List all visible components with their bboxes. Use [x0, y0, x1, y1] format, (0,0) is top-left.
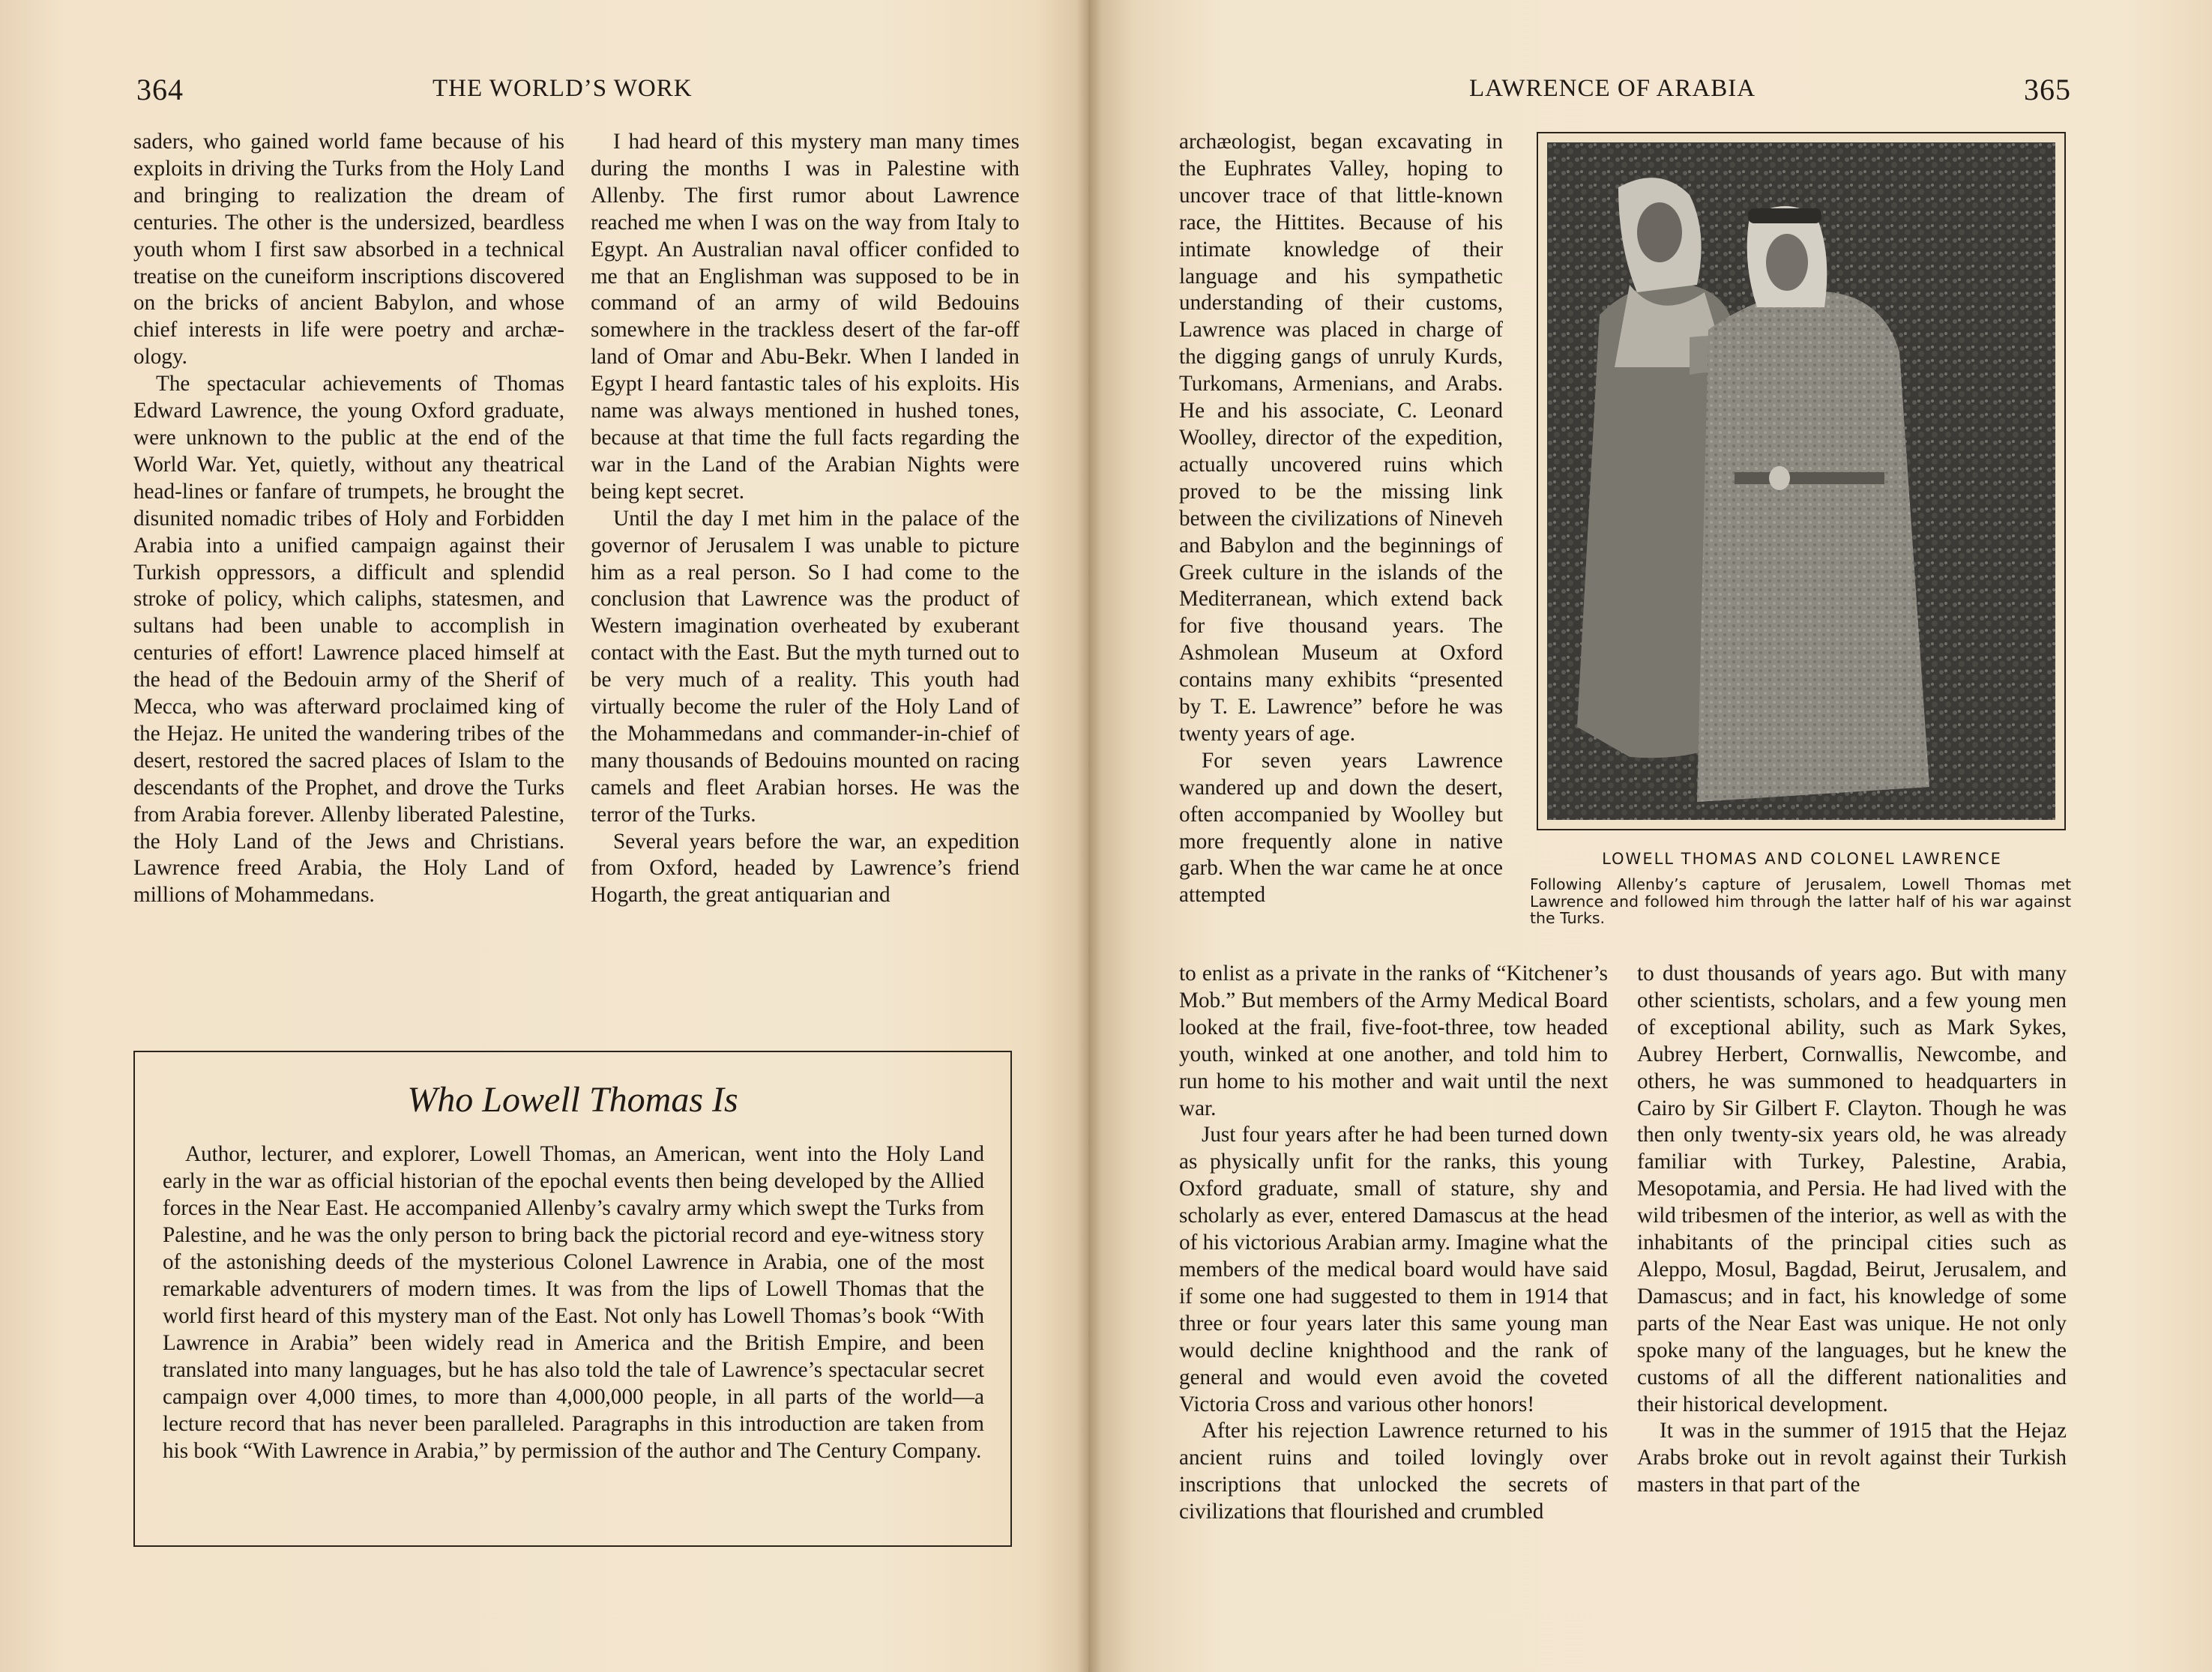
- right-column-3: [1179, 961, 1608, 1526]
- box-text: Author, lecturer, and explorer, Lowell Thomas, an American, went into the Holy Land early in the war as official historian of the epochal events then being developed by the Allied forces in the Near East. He accompanied Allenby’s cavalry army which swept the Turks from Palestine, and he was the only person to bring back the pictorial record and eye-witness story of the astonishing deeds of the mysterious Colonel Lawrence in Arabia, one of the most remarkable adventurers of modern times. It was from the lips of Lowell Thomas that the world first heard of this mystery man of the East. Not only has Lowell Thomas’s book “With Lawrence in Arabia” been widely read in America and the British Empire, and been translated into many languages, but he has also told the tale of Lawrence’s spectacular secret campaign over 4,000 times, to more than 4,000,000 people, in all parts of the world—a lecture record that has never been paralleled. Paragraphs in this introduction are taken from his book “With Lawrence in Arabia,” by permission of the author and The Century Company.: [163, 1142, 984, 1463]
- paragraph: Until the day I met him in the palace of the governor of Jerusalem I was unable to picture him as a real person. So I had come to the conclusion that Lawrence was the product of Western imagination overheated by exuberant contact with the East. But the myth turned out to be very much of a reality. This youth had virtually become the ruler of the Holy Land of the Mohammedans and commander-in-chief of many thousands of Bedouins mounted on racing camels and fleet Arabian horses. He was the terror of the Turks.: [591, 506, 1019, 827]
- paragraph: Just four years after he had been turned down as physically unfit for the ranks, this young Oxford graduate, small of stature, shy and scholarly as ever, entered Damascus at the head of his victorious Arabian army. Imagine what the members of the medical board would have said if some one had suggested to them in 1914 that three or four years later this same young man would decline knighthood and the rank of general and would even avoid the coveted Victoria Cross and various other honors!: [1179, 1123, 1608, 1416]
- paragraph: saders, who gained world fame because of his exploits in driving the Turks from the Holy Land and bringing to realization the dream of centuries. The other is the undersized, beardless youth whom I first saw absorbed in a technical treatise on the cuneiform inscriptions discovered on the bricks of ancient Babylon, and whose chief interests in life were poetry and archæ-ology.: [133, 130, 564, 369]
- portrait-illustration: [1547, 142, 2055, 820]
- paragraph: For seven years Lawrence wandered up and down the desert, often accompanied by Woolley but more frequently alone in native garb. When the war came he at once attempted: [1179, 748, 1503, 908]
- paragraph: It was in the summer of 1915 that the Hejaz Arabs broke out in revolt against their Turkish masters in that part of the: [1637, 1419, 2067, 1497]
- running-head-right: LAWRENCE OF ARABIA: [1469, 75, 1756, 102]
- running-head-left: THE WORLD’S WORK: [433, 75, 693, 102]
- book-gutter: [1076, 0, 1102, 1672]
- left-column-1: [133, 129, 564, 909]
- paragraph: to enlist as a private in the ranks of “Kitchener’s Mob.” But members of the Army Medical Board looked at the frail, five-foot-three, tow headed youth, winked at one another, and told him to run home to his mother and wait until the next war.: [1179, 962, 1608, 1120]
- photo-caption-text: Following Allenby’s capture of Jerusalem, Lowell Thomas met Lawrence and followed him through the latter half of his war against the Turks.: [1530, 875, 2071, 927]
- right-column-narrow: [1179, 129, 1503, 909]
- paragraph: to dust thousands of years ago. But with many other scientists, scholars, and a few young men of exceptional ability, such as Mark Sykes, Aubrey Herbert, Cornwallis, Newcombe, and others, he was summoned to headquarters in Cairo by Sir Gilbert F. Clayton. Though he was then only twenty-six years old, he was already familiar with Turkey, Palestine, Arabia, Mesopotamia, and Persia. He had lived with the wild tribesmen of the interior, as well as with the inhabitants of the principal cities such as Aleppo, Mosul, Bagdad, Beirut, Jerusalem, and Damascus; and in fact, his knowledge of some parts of the Near East was unique. He not only spoke many of the languages, but he knew the customs of all the different nationalities and their historical development.: [1637, 962, 2067, 1416]
- box-title: Who Lowell Thomas Is: [407, 1080, 738, 1120]
- right-column-4: [1637, 961, 2067, 1499]
- about-lowell-thomas-box: [133, 1051, 1012, 1547]
- paragraph: After his rejection Lawrence returned to his ancient ruins and toiled lovingly over inscriptions that unlocked the secrets of civilizations that flourished and crumbled: [1179, 1419, 1608, 1524]
- portrait-photo: [1547, 142, 2055, 820]
- paragraph: The spectacular achievements of Thomas Edward Lawrence, the young Oxford graduate, were unknown to the public at the end of the World War. Yet, quietly, without any theatrical head-lines or fanfare of trumpets, he brought the disunited nomadic tribes of Holy and Forbidden Arabia into a unified campaign against their Turkish oppressors, a difficult and splendid stroke of policy, which caliphs, statesmen, and sultans had been unable to accomplish in centuries of effort! Lawrence placed himself at the head of the Bedouin army of the Sherif of Mecca, who was afterward proclaimed king of the Hejaz. He united the wandering tribes of the desert, restored the sacred places of Islam to the descendants of the Prophet, and drove the Turks from Arabia forever. Allenby liberated Palestine, the Holy Land of the Jews and Christians. Lawrence freed Arabia, the Holy Land of millions of Mohammedans.: [133, 372, 564, 908]
- paragraph: I had heard of this mystery man many times during the months I was in Palestine with Allenby. The first rumor about Lawrence reached me when I was on the way from Italy to Egypt. An Australian naval officer confided to me that an Englishman was supposed to be in command of an army of wild Bedouins somewhere in the trackless desert of the far-off land of Omar and Abu-Bekr. When I landed in Egypt I heard fantastic tales of his exploits. His name was always mentioned in hushed tones, because at that time the full facts regarding the war in the Land of the Arabian Nights were being kept secret.: [591, 130, 1019, 504]
- page-number-left: 364: [136, 73, 184, 106]
- photo-caption-title: LOWELL THOMAS AND COLONEL LAWRENCE: [1602, 850, 2002, 868]
- left-column-2: [591, 129, 1019, 909]
- paragraph: Several years before the war, an expedition from Oxford, headed by Lawrence’s friend Hogarth, the great antiquarian and: [591, 829, 1019, 908]
- page-number-right: 365: [2024, 73, 2071, 106]
- photo-frame: [1537, 132, 2066, 830]
- paragraph: archæologist, began excavating in the Euphrates Valley, hoping to uncover trace of that little-known race, the Hittites. Because of his intimate knowledge of their language and his sympathetic understanding of their customs, Lawrence was placed in charge of the digging gangs of unruly Kurds, Turkomans, Armenians, and Arabs. He and his associate, C. Leonard Woolley, director of the expedition, actually uncovered ruins which proved to be the missing link between the civilizations of Nineveh and Babylon and the beginnings of Greek culture in the islands of the Mediterranean, which extend back for five thousand years. The Ashmolean Museum at Oxford contains many exhibits “presented by T. E. Lawrence” before he was twenty years of age.: [1179, 130, 1503, 746]
